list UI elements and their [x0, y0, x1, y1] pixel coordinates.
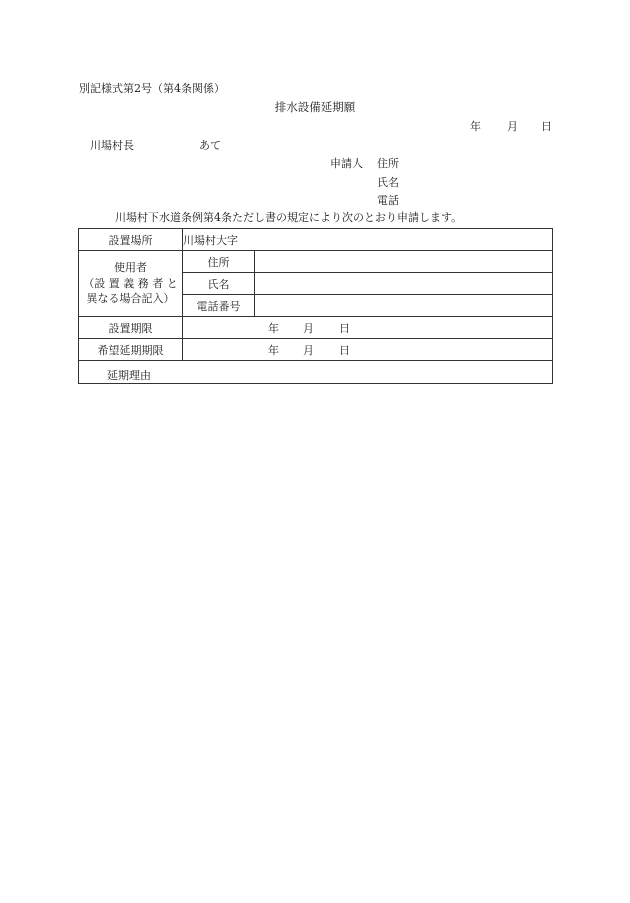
- user-label-cell: [79, 251, 183, 317]
- table-row-user-address: [79, 251, 553, 273]
- user-address-field[interactable]: [255, 251, 553, 273]
- table-row-desired-period: [79, 339, 553, 361]
- install-period-year: 年: [268, 321, 279, 335]
- application-table: [78, 228, 553, 384]
- date-month-label: 月: [507, 120, 518, 133]
- user-phone-field[interactable]: [255, 295, 553, 317]
- table-row-install-period: [79, 317, 553, 339]
- desired-period-month: 月: [303, 343, 314, 357]
- install-period-field[interactable]: [183, 317, 553, 339]
- date-year-label: 年: [470, 120, 481, 133]
- applicant-phone-label: 電話: [377, 194, 399, 207]
- user-label-line2: （設 置 義 務 者 と: [83, 276, 178, 290]
- desired-period-field[interactable]: [183, 339, 553, 361]
- install-period-label: 設置期限: [79, 317, 183, 339]
- applicant-label: 申請人: [330, 157, 363, 170]
- reason-label: 延期理由: [107, 369, 151, 382]
- user-phone-label: 電話番号: [183, 295, 255, 317]
- user-label-line3: 異なる場合記入）: [86, 292, 175, 306]
- recipient-addressee: あて: [199, 139, 221, 152]
- form-number: 別記様式第2号（第4条関係）: [79, 82, 225, 95]
- location-label: 設置場所: [79, 229, 183, 251]
- document-title: 排水設備延期願: [274, 100, 356, 114]
- table-row-reason: [79, 361, 553, 384]
- user-label-line1: 使用者: [114, 260, 147, 274]
- user-name-field[interactable]: [255, 273, 553, 295]
- desired-period-day: 日: [339, 343, 350, 357]
- applicant-name-label: 氏名: [377, 176, 399, 189]
- location-field[interactable]: 川場村大字: [183, 229, 553, 251]
- recipient-mayor: 川場村長: [90, 139, 134, 152]
- install-period-day: 日: [339, 321, 350, 335]
- desired-period-year: 年: [268, 343, 279, 357]
- desired-period-label: 希望延期期限: [79, 339, 183, 361]
- install-period-month: 月: [303, 321, 314, 335]
- intro-statement: 川場村下水道条例第4条ただし書の規定により次のとおり申請します。: [115, 211, 463, 224]
- applicant-address-label: 住所: [377, 157, 399, 170]
- table-row-location: [79, 229, 553, 251]
- reason-field[interactable]: [79, 361, 553, 384]
- user-address-label: 住所: [183, 251, 255, 273]
- user-name-label: 氏名: [183, 273, 255, 295]
- date-day-label: 日: [541, 120, 552, 133]
